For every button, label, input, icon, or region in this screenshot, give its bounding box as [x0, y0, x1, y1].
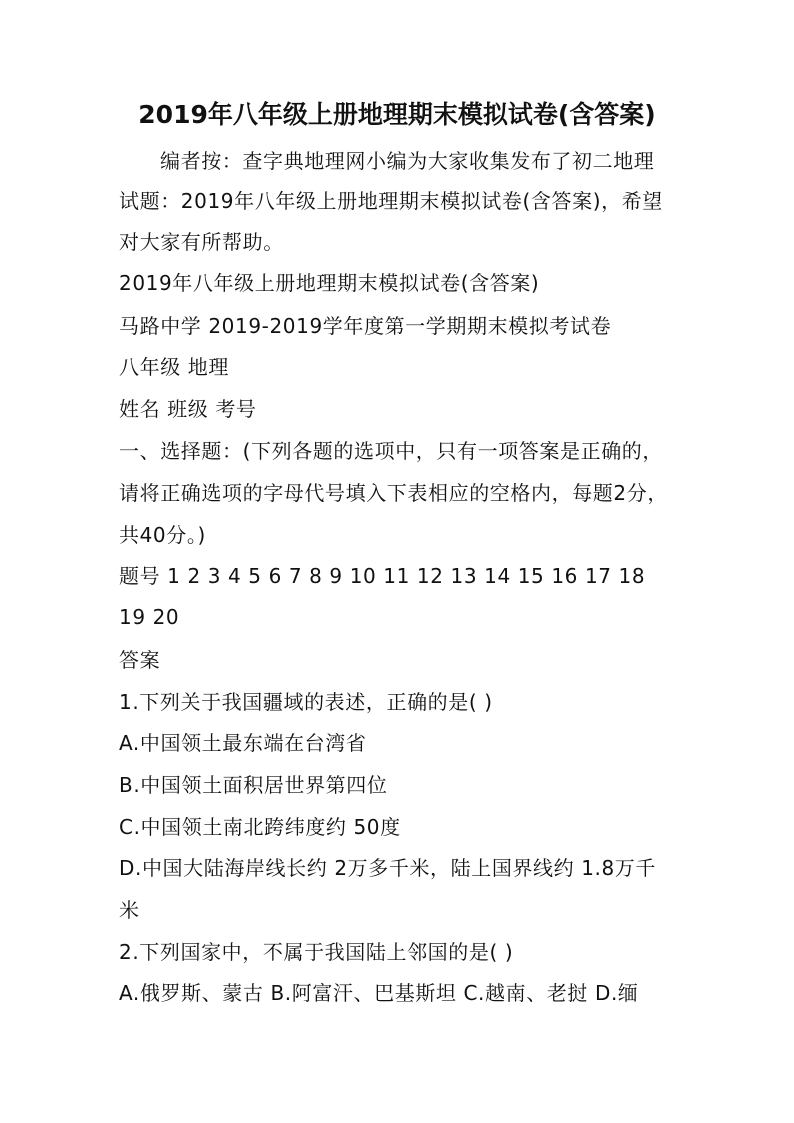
grade-subject: 八年级 地理: [119, 355, 229, 379]
intro-line-1: 编者按：查字典地理网小编为大家收集发布了初二地理: [160, 149, 655, 173]
intro-line-3: 对大家有所帮助。: [119, 230, 284, 254]
question-1-option-b: B.中国领土面积居世界第四位: [119, 773, 388, 797]
question-1-option-c: C.中国领土南北跨纬度约 50度: [119, 815, 401, 839]
document-title: 2019年八年级上册地理期末模拟试卷(含答案): [138, 100, 656, 129]
question-1-option-d-line-2: 米: [119, 898, 140, 922]
intro-line-2: 试题：2019年八年级上册地理期末模拟试卷(含答案)，希望: [119, 189, 663, 213]
answer-label: 答案: [119, 648, 161, 672]
school-line: 马路中学 2019-2019学年度第一学期期末模拟考试卷: [119, 314, 612, 338]
question-2-stem: 2.下列国家中，不属于我国陆上邻国的是( ): [119, 940, 514, 964]
section1-instruction-line-1: 一、选择题：(下列各题的选项中，只有一项答案是正确的，: [119, 439, 664, 463]
section1-instruction-line-2: 请将正确选项的字母代号填入下表相应的空格内，每题2分，: [119, 481, 668, 505]
question-1-option-a: A.中国领土最东端在台湾省: [119, 731, 367, 755]
answer-table-header-line-2: 19 20: [119, 605, 180, 629]
exam-subtitle: 2019年八年级上册地理期末模拟试卷(含答案): [119, 271, 540, 295]
question-1-stem: 1.下列关于我国疆域的表述，正确的是( ): [119, 690, 493, 714]
student-info: 姓名 班级 考号: [119, 397, 257, 421]
answer-table-header-line-1: 题号 1 2 3 4 5 6 7 8 9 10 11 12 13 14 15 16 17 18: [119, 564, 646, 588]
question-1-option-d-line-1: D.中国大陆海岸线长约 2万多千米，陆上国界线约 1.8万千: [119, 856, 657, 880]
question-2-options: A.俄罗斯、蒙古 B.阿富汗、巴基斯坦 C.越南、老挝 D.缅: [119, 981, 639, 1005]
section1-instruction-line-3: 共40分。): [119, 523, 206, 547]
